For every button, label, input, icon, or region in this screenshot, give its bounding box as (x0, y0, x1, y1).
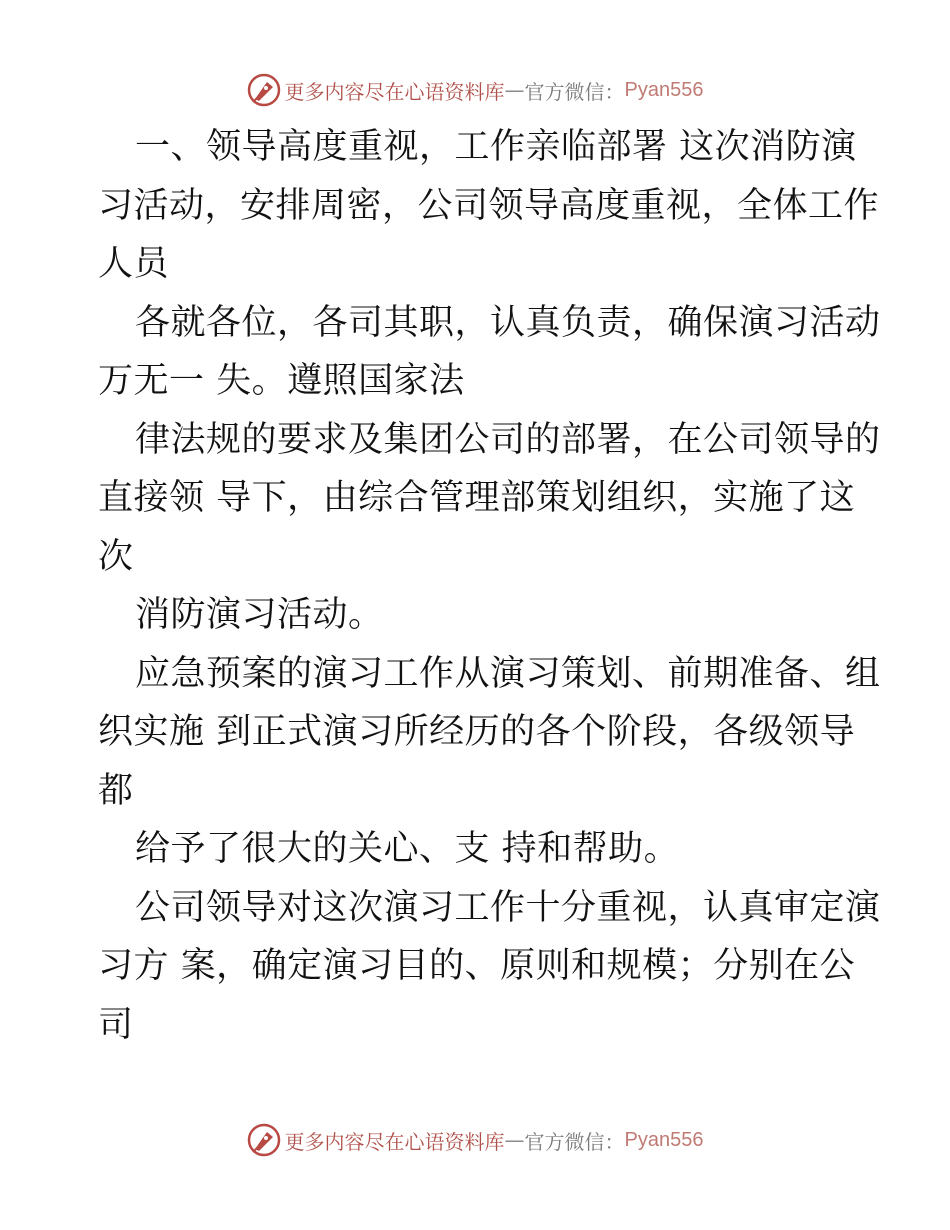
footer-wechat-label: 官方微信： (524, 1129, 625, 1154)
body-line: 都 (98, 770, 134, 811)
body-line: 织实施 到正式演习所经历的各个阶段，各级领导 (98, 712, 856, 752)
body-line: 习活动，安排周密，公司领导高度重视，全体工作 (98, 185, 880, 226)
footer-site-text: 更多内容尽在心语资料库 (284, 1129, 505, 1154)
body-line: 万无一 失。遵照国家法 (98, 361, 465, 401)
header-banner (0, 70, 950, 110)
body-line: 公司领导对这次演习工作十分重视，认真审定演 (135, 887, 881, 928)
body-line: 应急预案的演习工作从演习策划、前期准备、组 (135, 653, 881, 694)
footer-banner (0, 1120, 950, 1160)
pen-nib-logo-icon (247, 1123, 281, 1157)
header-wechat-label: 官方微信： (524, 79, 625, 104)
body-line: 习方 案，确定演习目的、原则和规模；分别在公 (98, 946, 856, 986)
body-line: 司 (98, 1004, 134, 1045)
footer-separator: — (504, 1128, 525, 1152)
body-line: 给予了很大的关心、支 持和帮助。 (135, 829, 680, 869)
body-line: 人员 (98, 244, 170, 284)
header-wechat-id: Pyan556 (624, 78, 704, 101)
body-line: 律法规的要求及集团公司的部署，在公司领导的 (135, 419, 881, 460)
header-separator: — (504, 78, 525, 102)
body-line: 各就各位，各司其职，认真负责，确保演习活动 (135, 302, 881, 343)
body-line: 直接领 导下，由综合管理部策划组织，实施了这 (98, 478, 856, 518)
body-line: 一、领导高度重视，工作亲临部署 这次消防演 (135, 127, 857, 167)
document-body (98, 118, 881, 1054)
header-site-text: 更多内容尽在心语资料库 (284, 79, 505, 104)
footer-wechat-id: Pyan556 (624, 1128, 704, 1151)
body-line: 消防演习活动。 (135, 595, 384, 635)
pen-nib-logo-icon (247, 73, 281, 107)
body-line: 次 (98, 536, 134, 577)
